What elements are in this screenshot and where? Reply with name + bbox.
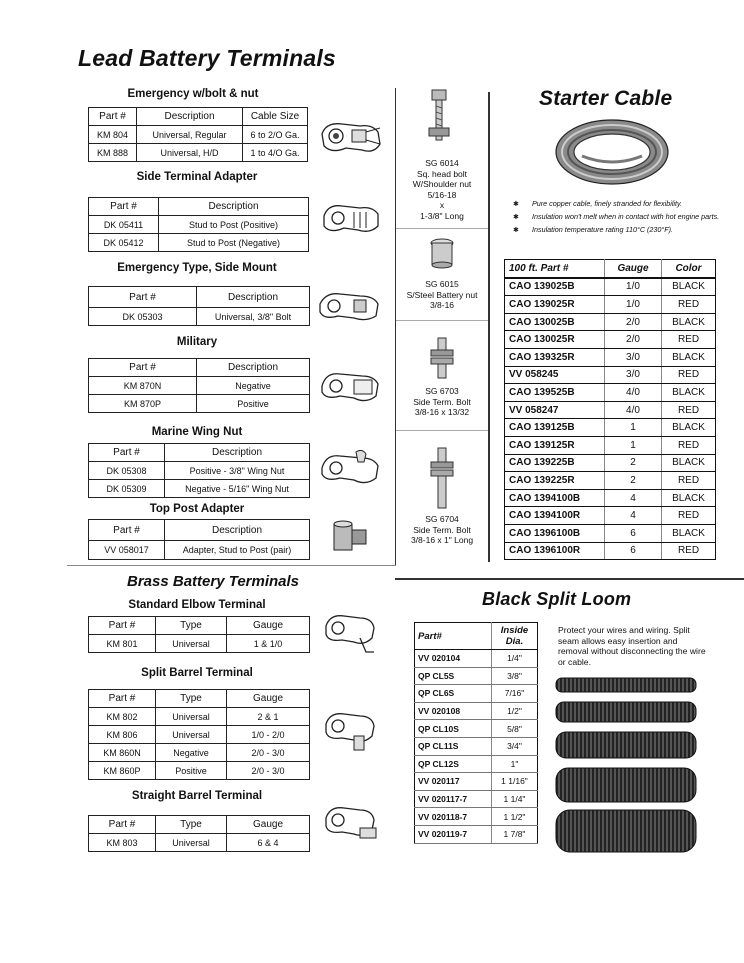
part-number: KM 803 xyxy=(89,834,156,852)
caption-line: 1-3/8" Long xyxy=(420,210,464,221)
split-loom-tubing-image xyxy=(552,676,702,856)
standard-elbow-table xyxy=(88,616,310,653)
col-header: Part # xyxy=(89,617,156,635)
bolt-divider xyxy=(396,228,488,229)
caption-line: W/Shoulder nut xyxy=(412,179,472,189)
split-loom-title: Black Split Loom xyxy=(482,589,632,609)
table-row xyxy=(505,366,716,384)
table-row xyxy=(505,436,716,454)
table-row xyxy=(89,462,310,480)
color: BLACK xyxy=(662,278,716,296)
table-row xyxy=(89,744,310,762)
color: RED xyxy=(662,366,716,384)
color: RED xyxy=(662,401,716,419)
col-header: Description xyxy=(197,287,310,308)
part-number: CAO 139325R xyxy=(505,348,605,366)
part-number: KM 802 xyxy=(89,708,156,726)
col-header: Part # xyxy=(89,690,156,708)
inside-diameter: 1 1/4" xyxy=(492,790,538,808)
inside-diameter: 7/16" xyxy=(492,685,538,703)
part-number: CAO 139125R xyxy=(505,436,605,454)
table-row xyxy=(89,216,309,234)
type: Universal xyxy=(156,834,227,852)
description: Stud to Post (Negative) xyxy=(159,234,309,252)
col-header: Part # xyxy=(89,444,165,462)
gauge: 1/0 xyxy=(605,296,662,314)
inside-diameter: 1 1/2" xyxy=(492,808,538,826)
part-number: QP CL6S xyxy=(415,685,492,703)
table-row xyxy=(505,472,716,490)
feature-text: Pure copper cable, finely stranded for flexibility. xyxy=(532,199,683,208)
gauge: 1 xyxy=(605,419,662,437)
part-number: KM 860N xyxy=(89,744,156,762)
col-header: Part # xyxy=(89,359,197,377)
table-row xyxy=(89,726,310,744)
brass-terminals-title: Brass Battery Terminals xyxy=(127,573,300,590)
straight-barrel-image xyxy=(320,802,380,848)
gauge: 1/0 xyxy=(605,278,662,296)
col-header: Gauge xyxy=(227,690,310,708)
inside-diameter: 1/4" xyxy=(492,650,538,668)
caption-line: x xyxy=(439,200,445,210)
part-number: QP CL11S xyxy=(415,737,492,755)
part-number: KM 804 xyxy=(89,126,137,144)
inside-diameter: 3/8" xyxy=(492,667,538,685)
section-title-emergency-bolt: Emergency w/bolt & nut xyxy=(127,88,259,100)
caption-line: Sq. head bolt xyxy=(416,168,468,179)
caption-line: 3/8-16 x 1" Long xyxy=(410,535,474,545)
part-number: VV 058017 xyxy=(89,541,165,560)
color: RED xyxy=(662,296,716,314)
col-header: Type xyxy=(156,816,227,834)
sq-head-bolt-image xyxy=(426,88,452,152)
color: BLACK xyxy=(662,419,716,437)
battery-nut-image xyxy=(428,238,456,270)
table-row xyxy=(89,480,310,498)
top-post-table xyxy=(88,519,310,560)
military-table xyxy=(88,358,310,413)
col-header: Description xyxy=(159,198,309,216)
table-row xyxy=(415,685,538,703)
col-header: Inside Dia. xyxy=(492,623,538,650)
inside-diameter: 5/8" xyxy=(492,720,538,738)
part-number: DK 05303 xyxy=(89,308,197,326)
caption-line: SG 6704 xyxy=(425,514,459,524)
col-header: Description xyxy=(137,108,243,126)
color: RED xyxy=(662,436,716,454)
section-title-side-adapter: Side Terminal Adapter xyxy=(136,171,258,183)
table-row xyxy=(505,278,716,296)
part-number: KM 806 xyxy=(89,726,156,744)
part-number: CAO 139125B xyxy=(505,419,605,437)
section-title-straight-barrel: Straight Barrel Terminal xyxy=(131,790,263,802)
side-mount-table xyxy=(88,286,310,326)
table-row xyxy=(415,702,538,720)
table-row xyxy=(415,773,538,791)
col-header: Type xyxy=(156,690,227,708)
col-header: Cable Size xyxy=(243,108,308,126)
type: Universal xyxy=(156,708,227,726)
column-divider xyxy=(488,92,490,562)
starter-cable-table xyxy=(504,259,716,560)
part-number: CAO 139025B xyxy=(505,278,605,296)
side-adapter-table xyxy=(88,197,309,252)
col-header: Part # xyxy=(89,816,156,834)
starter-cable-coil-image xyxy=(552,116,672,188)
gauge: 1 xyxy=(605,436,662,454)
gauge: 3/0 xyxy=(605,348,662,366)
gauge: 2/0 - 3/0 xyxy=(227,744,310,762)
table-row xyxy=(89,126,308,144)
color: BLACK xyxy=(662,524,716,542)
table-row xyxy=(89,395,310,413)
section-title-side-mount: Emergency Type, Side Mount xyxy=(117,262,277,274)
type: Universal xyxy=(156,635,227,653)
color: RED xyxy=(662,507,716,525)
bolt-caption-sg6704 xyxy=(400,514,484,546)
table-row xyxy=(89,762,310,780)
section-title-standard-elbow: Standard Elbow Terminal xyxy=(128,599,266,611)
section-divider xyxy=(67,565,396,566)
feature-bullet: ✱ Pure copper cable, finely stranded for flexibility. xyxy=(513,199,683,208)
table-row xyxy=(505,507,716,525)
col-header: Part # xyxy=(89,520,165,541)
table-row xyxy=(415,808,538,826)
side-adapter-image xyxy=(320,198,382,240)
part-number: VV 020117 xyxy=(415,773,492,791)
bolt-divider xyxy=(396,430,488,431)
table-row xyxy=(89,144,308,162)
terminal-clamp-image xyxy=(316,114,386,162)
part-number: CAO 1396100R xyxy=(505,542,605,560)
table-row xyxy=(505,331,716,349)
split-loom-table xyxy=(414,622,538,844)
section-title-marine-wing-nut: Marine Wing Nut xyxy=(151,426,243,438)
description: Stud to Post (Positive) xyxy=(159,216,309,234)
description: Universal, H/D xyxy=(137,144,243,162)
gauge: 1 & 1/0 xyxy=(227,635,310,653)
gauge: 4/0 xyxy=(605,384,662,402)
table-row xyxy=(505,313,716,331)
feature-text: Insulation temperature rating 110°C (230°F). xyxy=(532,225,674,234)
part-number: VV 020108 xyxy=(415,702,492,720)
side-term-bolt-short-image xyxy=(428,336,456,382)
col-header: Description xyxy=(165,520,310,541)
part-number: DK 05412 xyxy=(89,234,159,252)
color: BLACK xyxy=(662,489,716,507)
bolt-caption-sg6014 xyxy=(400,158,484,221)
part-number: VV 058247 xyxy=(505,401,605,419)
table-row xyxy=(505,454,716,472)
table-row xyxy=(415,667,538,685)
military-terminal-image xyxy=(318,366,382,408)
part-number: CAO 139225R xyxy=(505,472,605,490)
part-number: VV 058245 xyxy=(505,366,605,384)
part-number: CAO 139025R xyxy=(505,296,605,314)
bolt-caption-sg6703 xyxy=(400,386,484,418)
marine-wing-nut-image xyxy=(318,446,382,492)
gauge: 4 xyxy=(605,507,662,525)
table-row xyxy=(415,790,538,808)
starter-cable-title: Starter Cable xyxy=(539,87,673,110)
color: RED xyxy=(662,542,716,560)
inside-diameter: 1 7/8" xyxy=(492,825,538,843)
col-header: Description xyxy=(197,359,310,377)
color: RED xyxy=(662,472,716,490)
caption-line: Side Term. Bolt xyxy=(413,524,471,535)
part-number: QP CL12S xyxy=(415,755,492,773)
part-number: CAO 130025B xyxy=(505,313,605,331)
gauge: 4 xyxy=(605,489,662,507)
part-number: KM 870N xyxy=(89,377,197,395)
part-number: KM 888 xyxy=(89,144,137,162)
color: BLACK xyxy=(662,348,716,366)
col-header: Part# xyxy=(415,623,492,650)
caption-line: SG 6703 xyxy=(425,386,459,396)
inside-diameter: 1 1/16" xyxy=(492,773,538,791)
table-row xyxy=(415,737,538,755)
feature-text: Insulation won't melt when in contact with hot engine parts. xyxy=(532,212,720,221)
table-row xyxy=(505,489,716,507)
part-number: CAO 139225B xyxy=(505,454,605,472)
caption-line: SG 6014 xyxy=(425,158,459,168)
description: Universal, Regular xyxy=(137,126,243,144)
part-number: KM 801 xyxy=(89,635,156,653)
col-header: Part # xyxy=(89,287,197,308)
gauge: 6 xyxy=(605,524,662,542)
caption-line: Side Term. Bolt xyxy=(413,396,471,407)
split-loom-description: Protect your wires and wiring. Split seam allows easy insertion and removal without disconnecting the wire or cable. xyxy=(558,625,706,667)
elbow-terminal-image xyxy=(320,608,380,654)
part-number: CAO 139525B xyxy=(505,384,605,402)
description: Negative xyxy=(197,377,310,395)
table-row xyxy=(89,541,310,560)
bolt-caption-sg6015 xyxy=(398,279,486,311)
type: Negative xyxy=(156,744,227,762)
split-barrel-image xyxy=(320,706,380,752)
part-number: KM 870P xyxy=(89,395,197,413)
caption-line: S/Steel Battery nut xyxy=(406,289,478,300)
cable-size: 1 to 4/O Ga. xyxy=(243,144,308,162)
description: Adapter, Stud to Post (pair) xyxy=(165,541,310,560)
gauge: 6 xyxy=(605,542,662,560)
marine-wing-nut-table xyxy=(88,443,310,498)
part-number: DK 05308 xyxy=(89,462,165,480)
section-title-military: Military xyxy=(176,336,218,348)
col-header: Type xyxy=(156,617,227,635)
gauge: 2/0 xyxy=(605,331,662,349)
table-row xyxy=(89,377,310,395)
part-number: CAO 130025R xyxy=(505,331,605,349)
color: BLACK xyxy=(662,384,716,402)
part-number: KM 860P xyxy=(89,762,156,780)
side-mount-image xyxy=(316,288,382,326)
type: Positive xyxy=(156,762,227,780)
color: BLACK xyxy=(662,313,716,331)
col-header: 100 ft. Part # xyxy=(505,260,605,278)
part-number: DK 05309 xyxy=(89,480,165,498)
feature-bullet: ✱ Insulation won't melt when in contact with hot engine parts. xyxy=(513,212,720,221)
gauge: 2 xyxy=(605,472,662,490)
caption-line: SG 6015 xyxy=(425,279,459,289)
col-header: Gauge xyxy=(605,260,662,278)
part-number: QP CL5S xyxy=(415,667,492,685)
col-header: Part # xyxy=(89,198,159,216)
caption-line: 3/8-16 x 13/32 xyxy=(414,407,470,417)
table-row xyxy=(89,234,309,252)
section-title-split-barrel: Split Barrel Terminal xyxy=(141,667,253,679)
gauge: 3/0 xyxy=(605,366,662,384)
description: Negative - 5/16" Wing Nut xyxy=(165,480,310,498)
table-row xyxy=(505,542,716,560)
description: Positive xyxy=(197,395,310,413)
column-divider xyxy=(395,88,396,566)
table-row xyxy=(505,401,716,419)
part-number: CAO 1394100R xyxy=(505,507,605,525)
table-row xyxy=(89,635,310,653)
caption-line: 5/16-18 xyxy=(427,189,457,200)
inside-diameter: 1" xyxy=(492,755,538,773)
table-row xyxy=(505,348,716,366)
part-number: VV 020117-7 xyxy=(415,790,492,808)
table-row xyxy=(89,708,310,726)
section-divider xyxy=(395,578,744,580)
col-header: Part # xyxy=(89,108,137,126)
feature-bullet: ✱ Insulation temperature rating 110°C (230°F). xyxy=(513,225,674,234)
section-title-top-post: Top Post Adapter xyxy=(149,503,245,515)
col-header: Gauge xyxy=(227,816,310,834)
split-barrel-table xyxy=(88,689,310,780)
caption-line: 3/8-16 xyxy=(429,300,455,310)
gauge: 2/0 xyxy=(605,313,662,331)
color: BLACK xyxy=(662,454,716,472)
table-row xyxy=(505,384,716,402)
gauge: 2 xyxy=(605,454,662,472)
part-number: VV 020104 xyxy=(415,650,492,668)
top-post-adapter-image xyxy=(328,518,370,556)
starter-cable-features xyxy=(510,199,720,238)
table-row xyxy=(415,720,538,738)
part-number: CAO 1396100B xyxy=(505,524,605,542)
gauge: 1/0 - 2/0 xyxy=(227,726,310,744)
cable-size: 6 to 2/O Ga. xyxy=(243,126,308,144)
table-row xyxy=(505,524,716,542)
inside-diameter: 1/2" xyxy=(492,702,538,720)
emergency-bolt-table xyxy=(88,107,308,162)
part-number: VV 020119-7 xyxy=(415,825,492,843)
side-term-bolt-long-image xyxy=(428,446,456,512)
table-row xyxy=(415,755,538,773)
part-number: VV 020118-7 xyxy=(415,808,492,826)
table-row xyxy=(415,825,538,843)
table-row xyxy=(505,296,716,314)
lead-terminals-title: Lead Battery Terminals xyxy=(78,45,336,71)
gauge: 4/0 xyxy=(605,401,662,419)
type: Universal xyxy=(156,726,227,744)
table-row xyxy=(89,308,310,326)
description: Universal, 3/8" Bolt xyxy=(197,308,310,326)
inside-diameter: 3/4" xyxy=(492,737,538,755)
table-row xyxy=(89,834,310,852)
color: RED xyxy=(662,331,716,349)
gauge: 2/0 - 3/0 xyxy=(227,762,310,780)
part-number: DK 05411 xyxy=(89,216,159,234)
bolt-divider xyxy=(396,320,488,321)
col-header: Gauge xyxy=(227,617,310,635)
description: Positive - 3/8" Wing Nut xyxy=(165,462,310,480)
gauge: 6 & 4 xyxy=(227,834,310,852)
straight-barrel-table xyxy=(88,815,310,852)
table-row xyxy=(415,650,538,668)
table-row xyxy=(505,419,716,437)
part-number: QP CL10S xyxy=(415,720,492,738)
col-header: Color xyxy=(662,260,716,278)
part-number: CAO 1394100B xyxy=(505,489,605,507)
gauge: 2 & 1 xyxy=(227,708,310,726)
col-header: Description xyxy=(165,444,310,462)
